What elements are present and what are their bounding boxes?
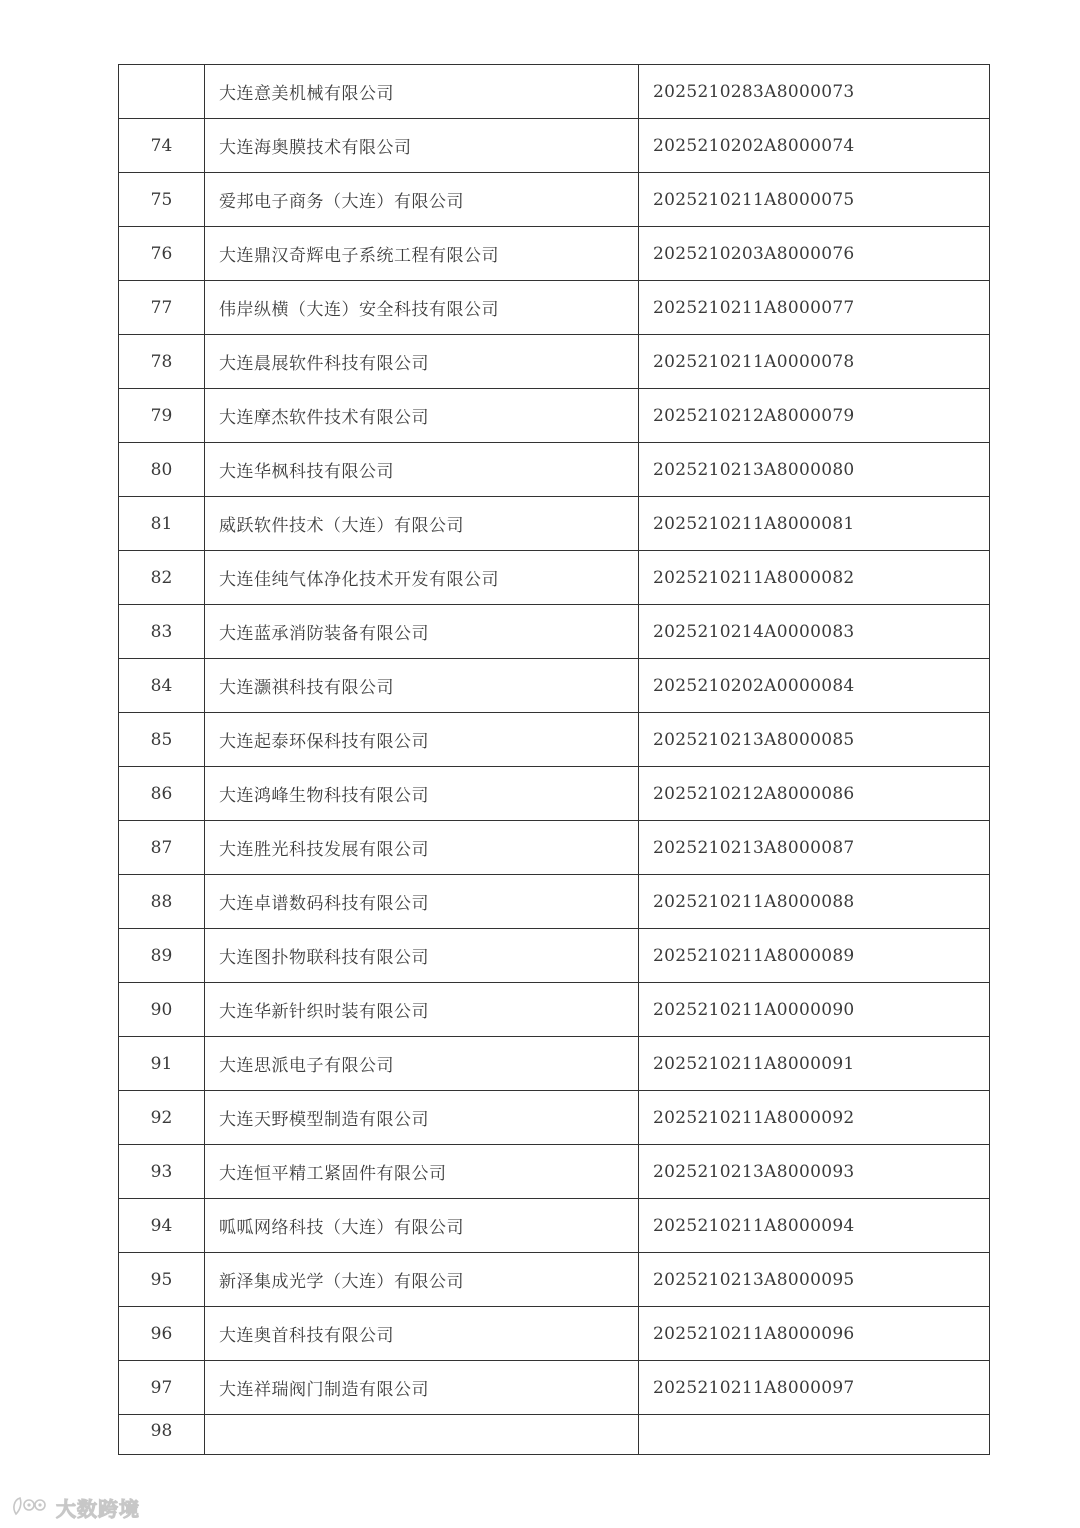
table-row: [119, 713, 990, 767]
company-name-cell: 大连摩杰软件技术有限公司: [205, 389, 639, 443]
company-name-cell: 大连恒平精工紧固件有限公司: [205, 1145, 639, 1199]
table-row: [119, 821, 990, 875]
table-row: [119, 443, 990, 497]
company-name-cell: 大连奥首科技有限公司: [205, 1307, 639, 1361]
registration-code-cell: 2025210213A8000093: [639, 1145, 990, 1199]
row-number-cell: 82: [119, 551, 205, 605]
company-name-cell: 呱呱网络科技（大连）有限公司: [205, 1199, 639, 1253]
row-number-cell: 95: [119, 1253, 205, 1307]
company-name-cell: 大连图扑物联科技有限公司: [205, 929, 639, 983]
row-number-cell: 74: [119, 119, 205, 173]
registration-code-cell: 2025210211A8000082: [639, 551, 990, 605]
registration-code-cell: 2025210211A8000096: [639, 1307, 990, 1361]
table-row: [119, 1307, 990, 1361]
row-number-cell: 98: [119, 1415, 205, 1455]
registration-code-cell: 2025210211A8000075: [639, 173, 990, 227]
table-row: [119, 173, 990, 227]
table-row: [119, 659, 990, 713]
company-name-cell: 大连灏祺科技有限公司: [205, 659, 639, 713]
company-name-cell: 大连意美机械有限公司: [205, 65, 639, 119]
table-row: [119, 767, 990, 821]
registration-code-cell: 2025210211A0000090: [639, 983, 990, 1037]
table-row: [119, 929, 990, 983]
table-row: [119, 1199, 990, 1253]
company-name-cell: 大连起泰环保科技有限公司: [205, 713, 639, 767]
company-name-cell: 大连海奥膜技术有限公司: [205, 119, 639, 173]
row-number-cell: 93: [119, 1145, 205, 1199]
table-row: [119, 1415, 990, 1455]
table-row: [119, 605, 990, 659]
row-number-cell: 80: [119, 443, 205, 497]
registration-code-cell: 2025210211A8000091: [639, 1037, 990, 1091]
company-name-cell: 爱邦电子商务（大连）有限公司: [205, 173, 639, 227]
company-name-cell: 大连鸿峰生物科技有限公司: [205, 767, 639, 821]
company-name-cell: 伟岸纵横（大连）安全科技有限公司: [205, 281, 639, 335]
row-number-cell: 89: [119, 929, 205, 983]
registration-code-cell: 2025210211A8000092: [639, 1091, 990, 1145]
row-number-cell: 81: [119, 497, 205, 551]
row-number-cell: 75: [119, 173, 205, 227]
table-row: [119, 551, 990, 605]
registration-code-cell: 2025210212A8000086: [639, 767, 990, 821]
row-number-cell: 77: [119, 281, 205, 335]
row-number-cell: 85: [119, 713, 205, 767]
row-number-cell: 83: [119, 605, 205, 659]
company-name-cell: 大连蓝承消防装备有限公司: [205, 605, 639, 659]
brand-logo-icon: [10, 1494, 50, 1520]
registration-code-cell: [639, 1415, 990, 1455]
table-body: [119, 65, 990, 1455]
company-name-cell: 新泽集成光学（大连）有限公司: [205, 1253, 639, 1307]
registration-code-cell: 2025210214A0000083: [639, 605, 990, 659]
registration-code-cell: 2025210213A8000095: [639, 1253, 990, 1307]
table-row: [119, 1037, 990, 1091]
row-number-cell: [119, 65, 205, 119]
table-row: [119, 227, 990, 281]
company-name-cell: 大连华新针织时装有限公司: [205, 983, 639, 1037]
company-name-cell: 大连华枫科技有限公司: [205, 443, 639, 497]
registration-code-cell: 2025210202A8000074: [639, 119, 990, 173]
registration-code-cell: 2025210213A8000087: [639, 821, 990, 875]
table-row: [119, 497, 990, 551]
row-number-cell: 92: [119, 1091, 205, 1145]
table-row: [119, 389, 990, 443]
row-number-cell: 96: [119, 1307, 205, 1361]
registration-code-cell: 2025210211A0000078: [639, 335, 990, 389]
table-row: [119, 281, 990, 335]
registration-code-cell: 2025210213A8000080: [639, 443, 990, 497]
registration-code-cell: 2025210211A8000097: [639, 1361, 990, 1415]
company-name-cell: 大连佳纯气体净化技术开发有限公司: [205, 551, 639, 605]
watermark: [10, 1492, 140, 1522]
row-number-cell: 94: [119, 1199, 205, 1253]
company-name-cell: 大连天野模型制造有限公司: [205, 1091, 639, 1145]
company-name-cell: 大连鼎汉奇辉电子系统工程有限公司: [205, 227, 639, 281]
registration-code-cell: 2025210211A8000089: [639, 929, 990, 983]
registration-code-cell: 2025210202A0000084: [639, 659, 990, 713]
company-name-cell: [205, 1415, 639, 1455]
registration-code-cell: 2025210211A8000088: [639, 875, 990, 929]
row-number-cell: 79: [119, 389, 205, 443]
row-number-cell: 97: [119, 1361, 205, 1415]
company-name-cell: 大连思派电子有限公司: [205, 1037, 639, 1091]
registration-code-cell: 2025210213A8000085: [639, 713, 990, 767]
company-name-cell: 大连祥瑞阀门制造有限公司: [205, 1361, 639, 1415]
row-number-cell: 78: [119, 335, 205, 389]
company-name-cell: 大连晨展软件科技有限公司: [205, 335, 639, 389]
registration-code-cell: 2025210212A8000079: [639, 389, 990, 443]
row-number-cell: 76: [119, 227, 205, 281]
registration-code-cell: 2025210203A8000076: [639, 227, 990, 281]
table-row: [119, 65, 990, 119]
table-row: [119, 335, 990, 389]
table-row: [119, 1253, 990, 1307]
registration-code-cell: 2025210211A8000081: [639, 497, 990, 551]
row-number-cell: 87: [119, 821, 205, 875]
table-row: [119, 875, 990, 929]
watermark-text: 大数跨境: [56, 1496, 140, 1521]
table-row: [119, 119, 990, 173]
table-row: [119, 1145, 990, 1199]
company-name-cell: 大连胜光科技发展有限公司: [205, 821, 639, 875]
table-row: [119, 1091, 990, 1145]
table-row: [119, 1361, 990, 1415]
row-number-cell: 90: [119, 983, 205, 1037]
registration-code-cell: 2025210211A8000077: [639, 281, 990, 335]
row-number-cell: 91: [119, 1037, 205, 1091]
company-list-table: [118, 64, 990, 1455]
company-name-cell: 威跃软件技术（大连）有限公司: [205, 497, 639, 551]
row-number-cell: 88: [119, 875, 205, 929]
registration-code-cell: 2025210211A8000094: [639, 1199, 990, 1253]
table-row: [119, 983, 990, 1037]
row-number-cell: 86: [119, 767, 205, 821]
company-name-cell: 大连卓谱数码科技有限公司: [205, 875, 639, 929]
row-number-cell: 84: [119, 659, 205, 713]
registration-code-cell: 2025210283A8000073: [639, 65, 990, 119]
